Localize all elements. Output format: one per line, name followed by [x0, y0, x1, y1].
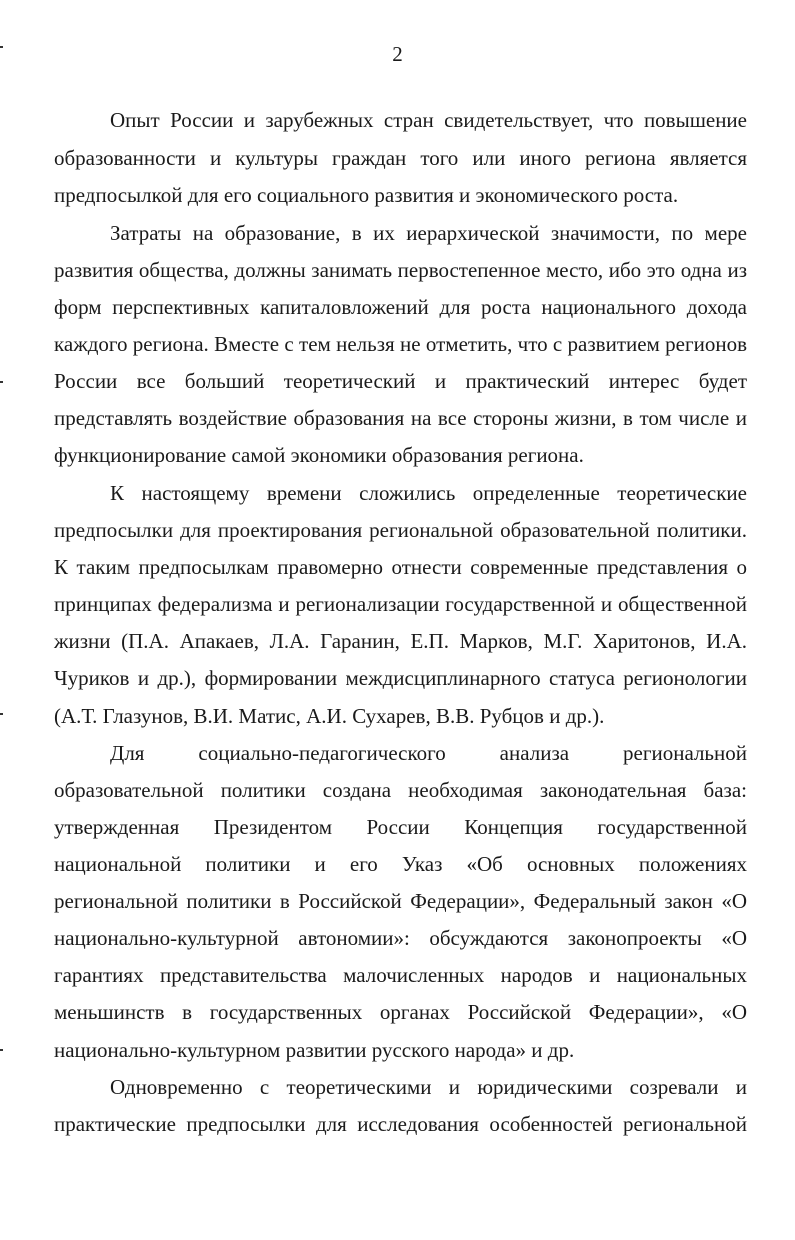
- text-line: национальной политики и его Указ «Об основных положениях: [54, 852, 747, 876]
- text-line: региональной политики в Российской Федерации», Федеральный закон «О: [54, 889, 747, 913]
- text-line: жизни (П.А. Апакаев, Л.А. Гаранин, Е.П. Марков, М.Г. Харитонов, И.А.: [54, 629, 747, 653]
- text-line: каждого региона. Вместе с тем нельзя не отметить, что с развитием регионов: [54, 332, 747, 356]
- text-line: Одновременно с теоретическими и юридическими созревали и: [110, 1075, 747, 1099]
- text-line: развития общества, должны занимать первостепенное место, ибо это одна из: [54, 258, 747, 282]
- margin-mark: [0, 713, 3, 715]
- text-line: утвержденная Президентом России Концепция государственной: [54, 815, 747, 839]
- text-line: (А.Т. Глазунов, В.И. Матис, А.И. Сухарев, В.В. Рубцов и др.).: [54, 704, 605, 728]
- text-line: К таким предпосылкам правомерно отнести современные представления о: [54, 555, 747, 579]
- text-line: предпосылки для проектирования региональной образовательной политики.: [54, 518, 747, 542]
- text-line: Для социально-педагогического анализа региональной: [110, 741, 747, 765]
- text-line: гарантиях представительства малочисленных народов и национальных: [54, 963, 747, 987]
- text-line: России все больший теоретический и практический интерес будет: [54, 369, 747, 393]
- text-line: Чуриков и др.), формировании междисциплинарного статуса регионологии: [54, 666, 747, 690]
- text-line: практические предпосылки для исследования особенностей региональной: [54, 1112, 747, 1136]
- text-line: национально-культурной автономии»: обсуждаются законопроекты «О: [54, 926, 747, 950]
- text-line: национально-культурном развитии русского народа» и др.: [54, 1038, 575, 1062]
- text-line: образованности и культуры граждан того или иного региона является: [54, 146, 747, 170]
- text-line: принципах федерализма и регионализации государственной и общественной: [54, 592, 747, 616]
- text-line: образовательной политики создана необходимая законодательная база:: [54, 778, 747, 802]
- text-line: представлять воздействие образования на все стороны жизни, в том числе и: [54, 406, 747, 430]
- text-line: К настоящему времени сложились определенные теоретические: [110, 481, 747, 505]
- margin-mark: [0, 1049, 3, 1051]
- text-line: функционирование самой экономики образования региона.: [54, 443, 584, 467]
- text-line: Затраты на образование, в их иерархической значимости, по мере: [110, 221, 747, 245]
- page-number: 2: [392, 42, 403, 66]
- margin-mark: [0, 46, 3, 48]
- text-line: предпосылкой для его социального развития и экономического роста.: [54, 183, 679, 207]
- text-line: меньшинств в государственных органах Российской Федерации», «О: [54, 1000, 747, 1024]
- text-line: форм перспективных капиталовложений для роста национального дохода: [54, 295, 747, 319]
- text-line: Опыт России и зарубежных стран свидетельствует, что повышение: [110, 108, 747, 132]
- margin-mark: [0, 381, 3, 383]
